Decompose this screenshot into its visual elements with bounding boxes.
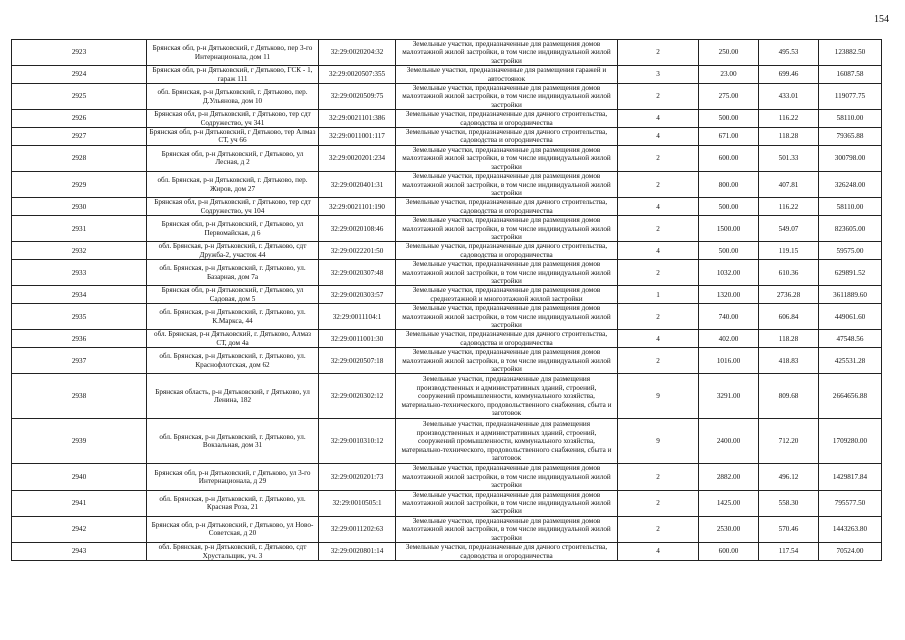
cadastral-number-cell: 32:29:0011104:1 [319, 304, 396, 330]
group-cell: 4 [618, 543, 699, 561]
cadastral-number-cell: 32:29:0010310:12 [319, 419, 396, 464]
cadastral-number-cell: 32:29:0010505:1 [319, 490, 396, 516]
group-cell: 4 [618, 242, 699, 260]
specific-value-cell: 570.46 [759, 516, 819, 542]
land-use-cell: Земельные участки, предназначенные для размещения домов малоэтажной жилой застройки, в том числе индивидуальной жилой застройки [396, 40, 618, 66]
row-number: 2942 [12, 516, 147, 542]
area-cell: 1500.00 [699, 216, 759, 242]
land-use-cell: Земельные участки, предназначенные для размещения гаражей и автостоянок [396, 66, 618, 84]
row-number: 2927 [12, 128, 147, 146]
table-row [12, 145, 882, 171]
row-number: 2923 [12, 40, 147, 66]
area-cell: 2530.00 [699, 516, 759, 542]
specific-value-cell: 116.22 [759, 198, 819, 216]
specific-value-cell: 118.28 [759, 330, 819, 348]
area-cell: 402.00 [699, 330, 759, 348]
cadastral-value-cell: 1429817.84 [819, 464, 882, 490]
land-use-cell: Земельные участки, предназначенные для дачного строительства, садоводства и огородничества [396, 198, 618, 216]
specific-value-cell: 558.30 [759, 490, 819, 516]
table-row [12, 543, 882, 561]
address-cell: обл. Брянская, р-н Дятьковский, г. Дятьково, ул. Базарная, дом 7а [147, 260, 319, 286]
specific-value-cell: 610.36 [759, 260, 819, 286]
area-cell: 3291.00 [699, 374, 759, 419]
area-cell: 500.00 [699, 110, 759, 128]
cadastral-value-cell: 59575.00 [819, 242, 882, 260]
land-cadastre-table [11, 39, 882, 561]
cadastral-value-cell: 47548.56 [819, 330, 882, 348]
area-cell: 600.00 [699, 145, 759, 171]
specific-value-cell: 606.84 [759, 304, 819, 330]
area-cell: 1320.00 [699, 286, 759, 304]
address-cell: обл. Брянская, р-н Дятьковский, г. Дятьково, Алмаз СТ, дом 4а [147, 330, 319, 348]
address-cell: Брянская обл, р-н Дятьковский, г Дятьково, ГСК - 1, гараж 111 [147, 66, 319, 84]
row-number: 2931 [12, 216, 147, 242]
table-row [12, 260, 882, 286]
group-cell: 4 [618, 110, 699, 128]
specific-value-cell: 2736.28 [759, 286, 819, 304]
table-row [12, 374, 882, 419]
cadastral-value-cell: 629891.52 [819, 260, 882, 286]
specific-value-cell: 119.15 [759, 242, 819, 260]
area-cell: 1016.00 [699, 348, 759, 374]
address-cell: Брянская обл, р-н Дятьковский, г Дятьково, ул Ново-Советская, д 20 [147, 516, 319, 542]
group-cell: 2 [618, 348, 699, 374]
row-number: 2929 [12, 172, 147, 198]
cadastral-number-cell: 32:29:0021101:386 [319, 110, 396, 128]
cadastral-number-cell: 32:29:0020108:46 [319, 216, 396, 242]
address-cell: Брянская обл, р-н Дятьковский, г Дятьково, ул Первомайская, д 6 [147, 216, 319, 242]
group-cell: 2 [618, 40, 699, 66]
row-number: 2935 [12, 304, 147, 330]
area-cell: 2882.00 [699, 464, 759, 490]
group-cell: 9 [618, 419, 699, 464]
specific-value-cell: 116.22 [759, 110, 819, 128]
group-cell: 2 [618, 260, 699, 286]
cadastral-value-cell: 79365.88 [819, 128, 882, 146]
cadastral-number-cell: 32:29:0020401:31 [319, 172, 396, 198]
cadastral-value-cell: 70524.00 [819, 543, 882, 561]
table-row [12, 330, 882, 348]
cadastral-number-cell: 32:29:0020801:14 [319, 543, 396, 561]
cadastral-value-cell: 3611889.60 [819, 286, 882, 304]
land-use-cell: Земельные участки, предназначенные для размещения домов среднеэтажной и многоэтажной жилой застройки [396, 286, 618, 304]
table-row [12, 304, 882, 330]
area-cell: 1032.00 [699, 260, 759, 286]
table-row [12, 172, 882, 198]
area-cell: 800.00 [699, 172, 759, 198]
row-number: 2932 [12, 242, 147, 260]
table-row [12, 110, 882, 128]
cadastral-number-cell: 32:29:0020509:75 [319, 84, 396, 110]
specific-value-cell: 117.54 [759, 543, 819, 561]
specific-value-cell: 809.68 [759, 374, 819, 419]
land-use-cell: Земельные участки, предназначенные для размещения производственных и административных зданий, строений, сооружений промышленности, коммунального хозяйства, материально-технического, продовольственного снабжения, сбыта и заготовок [396, 419, 618, 464]
specific-value-cell: 496.12 [759, 464, 819, 490]
address-cell: Брянская обл, р-н Дятьковский, г Дятьково, пер 3-го Интернационала, дом 11 [147, 40, 319, 66]
cadastral-value-cell: 58110.00 [819, 110, 882, 128]
cadastral-value-cell: 1443263.80 [819, 516, 882, 542]
cadastral-value-cell: 119077.75 [819, 84, 882, 110]
cadastral-number-cell: 32:29:0020303:57 [319, 286, 396, 304]
area-cell: 23.00 [699, 66, 759, 84]
area-cell: 671.00 [699, 128, 759, 146]
row-number: 2941 [12, 490, 147, 516]
group-cell: 4 [618, 198, 699, 216]
table-row [12, 464, 882, 490]
row-number: 2940 [12, 464, 147, 490]
cadastral-value-cell: 16087.58 [819, 66, 882, 84]
area-cell: 1425.00 [699, 490, 759, 516]
table-row [12, 84, 882, 110]
page-number: 154 [874, 14, 889, 25]
row-number: 2936 [12, 330, 147, 348]
group-cell: 2 [618, 84, 699, 110]
area-cell: 600.00 [699, 543, 759, 561]
specific-value-cell: 501.33 [759, 145, 819, 171]
land-use-cell: Земельные участки, предназначенные для размещения домов малоэтажной жилой застройки, в том числе индивидуальной жилой застройки [396, 145, 618, 171]
table-row [12, 40, 882, 66]
group-cell: 4 [618, 330, 699, 348]
row-number: 2924 [12, 66, 147, 84]
specific-value-cell: 433.01 [759, 84, 819, 110]
cadastral-number-cell: 32:29:0022201:50 [319, 242, 396, 260]
area-cell: 740.00 [699, 304, 759, 330]
row-number: 2926 [12, 110, 147, 128]
group-cell: 1 [618, 286, 699, 304]
address-cell: обл. Брянская, р-н Дятьковский, г. Дятьково, пер. Д.Ульянова, дом 10 [147, 84, 319, 110]
address-cell: обл. Брянская, р-н Дятьковский, г. Дятьково, сдт Дружба-2, участок 44 [147, 242, 319, 260]
address-cell: обл. Брянская, р-н Дятьковский, г. Дятьково, ул. Вокзальная, дом 31 [147, 419, 319, 464]
table-row [12, 348, 882, 374]
area-cell: 500.00 [699, 242, 759, 260]
table-row [12, 242, 882, 260]
cadastral-number-cell: 32:29:0011202:63 [319, 516, 396, 542]
table-row [12, 216, 882, 242]
group-cell: 9 [618, 374, 699, 419]
land-use-cell: Земельные участки, предназначенные для размещения производственных и административных зданий, строений, сооружений промышленности, коммунального хозяйства, материально-технического, продовольственного снабжения, сбыта и заготовок [396, 374, 618, 419]
cadastral-value-cell: 2664656.88 [819, 374, 882, 419]
cadastral-number-cell: 32:29:0020302:12 [319, 374, 396, 419]
group-cell: 2 [618, 145, 699, 171]
specific-value-cell: 712.20 [759, 419, 819, 464]
address-cell: Брянская обл, р-н Дятьковский, г Дятьково, тер сдт Содружество, уч 341 [147, 110, 319, 128]
specific-value-cell: 418.83 [759, 348, 819, 374]
cadastral-number-cell: 32:29:0020201:73 [319, 464, 396, 490]
area-cell: 250.00 [699, 40, 759, 66]
cadastral-value-cell: 300798.00 [819, 145, 882, 171]
land-use-cell: Земельные участки, предназначенные для размещения домов малоэтажной жилой застройки, в том числе индивидуальной жилой застройки [396, 464, 618, 490]
address-cell: Брянская обл, р-н Дятьковский, г Дятьково, ул Лесная, д 2 [147, 145, 319, 171]
group-cell: 2 [618, 216, 699, 242]
land-use-cell: Земельные участки, предназначенные для размещения домов малоэтажной жилой застройки, в том числе индивидуальной жилой застройки [396, 516, 618, 542]
land-use-cell: Земельные участки, предназначенные для дачного строительства, садоводства и огородничества [396, 242, 618, 260]
row-number: 2930 [12, 198, 147, 216]
address-cell: обл. Брянская, р-н Дятьковский, г. Дятьково, ул. Красная Роза, 21 [147, 490, 319, 516]
land-use-cell: Земельные участки, предназначенные для дачного строительства, садоводства и огородничества [396, 543, 618, 561]
specific-value-cell: 495.53 [759, 40, 819, 66]
table-row [12, 516, 882, 542]
address-cell: Брянская обл, р-н Дятьковский, г Дятьково, тер сдт Содружество, уч 104 [147, 198, 319, 216]
table-row [12, 66, 882, 84]
cadastral-value-cell: 823605.00 [819, 216, 882, 242]
address-cell: обл. Брянская, р-н Дятьковский, г. Дятьково, ул. Краснофлотская, дом 62 [147, 348, 319, 374]
table-row [12, 419, 882, 464]
address-cell: Брянская обл, р-н Дятьковский, г Дятьково, ул Садовая, дом 5 [147, 286, 319, 304]
cadastral-number-cell: 32:29:0020204:32 [319, 40, 396, 66]
group-cell: 2 [618, 304, 699, 330]
specific-value-cell: 407.81 [759, 172, 819, 198]
group-cell: 4 [618, 128, 699, 146]
cadastral-number-cell: 32:29:0020507:355 [319, 66, 396, 84]
address-cell: Брянская область, р-н Дятьковский, г Дятьково, ул Ленина, 182 [147, 374, 319, 419]
row-number: 2925 [12, 84, 147, 110]
land-use-cell: Земельные участки, предназначенные для размещения домов малоэтажной жилой застройки, в том числе индивидуальной жилой застройки [396, 172, 618, 198]
cadastral-number-cell: 32:29:0021101:190 [319, 198, 396, 216]
land-use-cell: Земельные участки, предназначенные для размещения домов малоэтажной жилой застройки, в том числе индивидуальной жилой застройки [396, 84, 618, 110]
cadastral-value-cell: 58110.00 [819, 198, 882, 216]
row-number: 2928 [12, 145, 147, 171]
specific-value-cell: 549.07 [759, 216, 819, 242]
land-use-cell: Земельные участки, предназначенные для размещения домов малоэтажной жилой застройки, в том числе индивидуальной жилой застройки [396, 304, 618, 330]
row-number: 2934 [12, 286, 147, 304]
table-row [12, 198, 882, 216]
cadastral-number-cell: 32:29:0020201:234 [319, 145, 396, 171]
area-cell: 500.00 [699, 198, 759, 216]
land-use-cell: Земельные участки, предназначенные для дачного строительства, садоводства и огородничества [396, 330, 618, 348]
cadastral-value-cell: 326248.00 [819, 172, 882, 198]
table-row [12, 286, 882, 304]
cadastral-number-cell: 32:29:0020507:18 [319, 348, 396, 374]
address-cell: Брянская обл, р-н Дятьковский, г Дятьково, ул 3-го Интернационала, д 29 [147, 464, 319, 490]
group-cell: 2 [618, 172, 699, 198]
group-cell: 2 [618, 464, 699, 490]
specific-value-cell: 118.28 [759, 128, 819, 146]
cadastral-value-cell: 123882.50 [819, 40, 882, 66]
table-row [12, 128, 882, 146]
specific-value-cell: 699.46 [759, 66, 819, 84]
address-cell: Брянская обл, р-н Дятьковский, г Дятьково, тер Алмаз СТ, уч 66 [147, 128, 319, 146]
table-row [12, 490, 882, 516]
cadastral-value-cell: 795577.50 [819, 490, 882, 516]
cadastral-number-cell: 32:29:0020307:48 [319, 260, 396, 286]
group-cell: 2 [618, 490, 699, 516]
row-number: 2933 [12, 260, 147, 286]
row-number: 2938 [12, 374, 147, 419]
land-use-cell: Земельные участки, предназначенные для дачного строительства, садоводства и огородничества [396, 110, 618, 128]
address-cell: обл. Брянская, р-н Дятьковский, г. Дятьково, сдт Хрустальщик, уч. 3 [147, 543, 319, 561]
land-use-cell: Земельные участки, предназначенные для размещения домов малоэтажной жилой застройки, в том числе индивидуальной жилой застройки [396, 490, 618, 516]
cadastral-value-cell: 425531.28 [819, 348, 882, 374]
group-cell: 2 [618, 516, 699, 542]
land-use-cell: Земельные участки, предназначенные для размещения домов малоэтажной жилой застройки, в том числе индивидуальной жилой застройки [396, 260, 618, 286]
land-use-cell: Земельные участки, предназначенные для дачного строительства, садоводства и огородничества [396, 128, 618, 146]
area-cell: 2400.00 [699, 419, 759, 464]
cadastral-value-cell: 449061.60 [819, 304, 882, 330]
land-use-cell: Земельные участки, предназначенные для размещения домов малоэтажной жилой застройки, в том числе индивидуальной жилой застройки [396, 216, 618, 242]
group-cell: 3 [618, 66, 699, 84]
cadastral-value-cell: 1709280.00 [819, 419, 882, 464]
row-number: 2937 [12, 348, 147, 374]
land-use-cell: Земельные участки, предназначенные для размещения домов малоэтажной жилой застройки, в том числе индивидуальной жилой застройки [396, 348, 618, 374]
row-number: 2939 [12, 419, 147, 464]
address-cell: обл. Брянская, р-н Дятьковский, г. Дятьково, ул. К.Маркса, 44 [147, 304, 319, 330]
cadastral-number-cell: 32:29:0011001:117 [319, 128, 396, 146]
address-cell: обл. Брянская, р-н Дятьковский, г. Дятьково, пер. Жиров, дом 27 [147, 172, 319, 198]
area-cell: 275.00 [699, 84, 759, 110]
row-number: 2943 [12, 543, 147, 561]
table-body [12, 40, 882, 561]
cadastral-number-cell: 32:29:0011001:30 [319, 330, 396, 348]
